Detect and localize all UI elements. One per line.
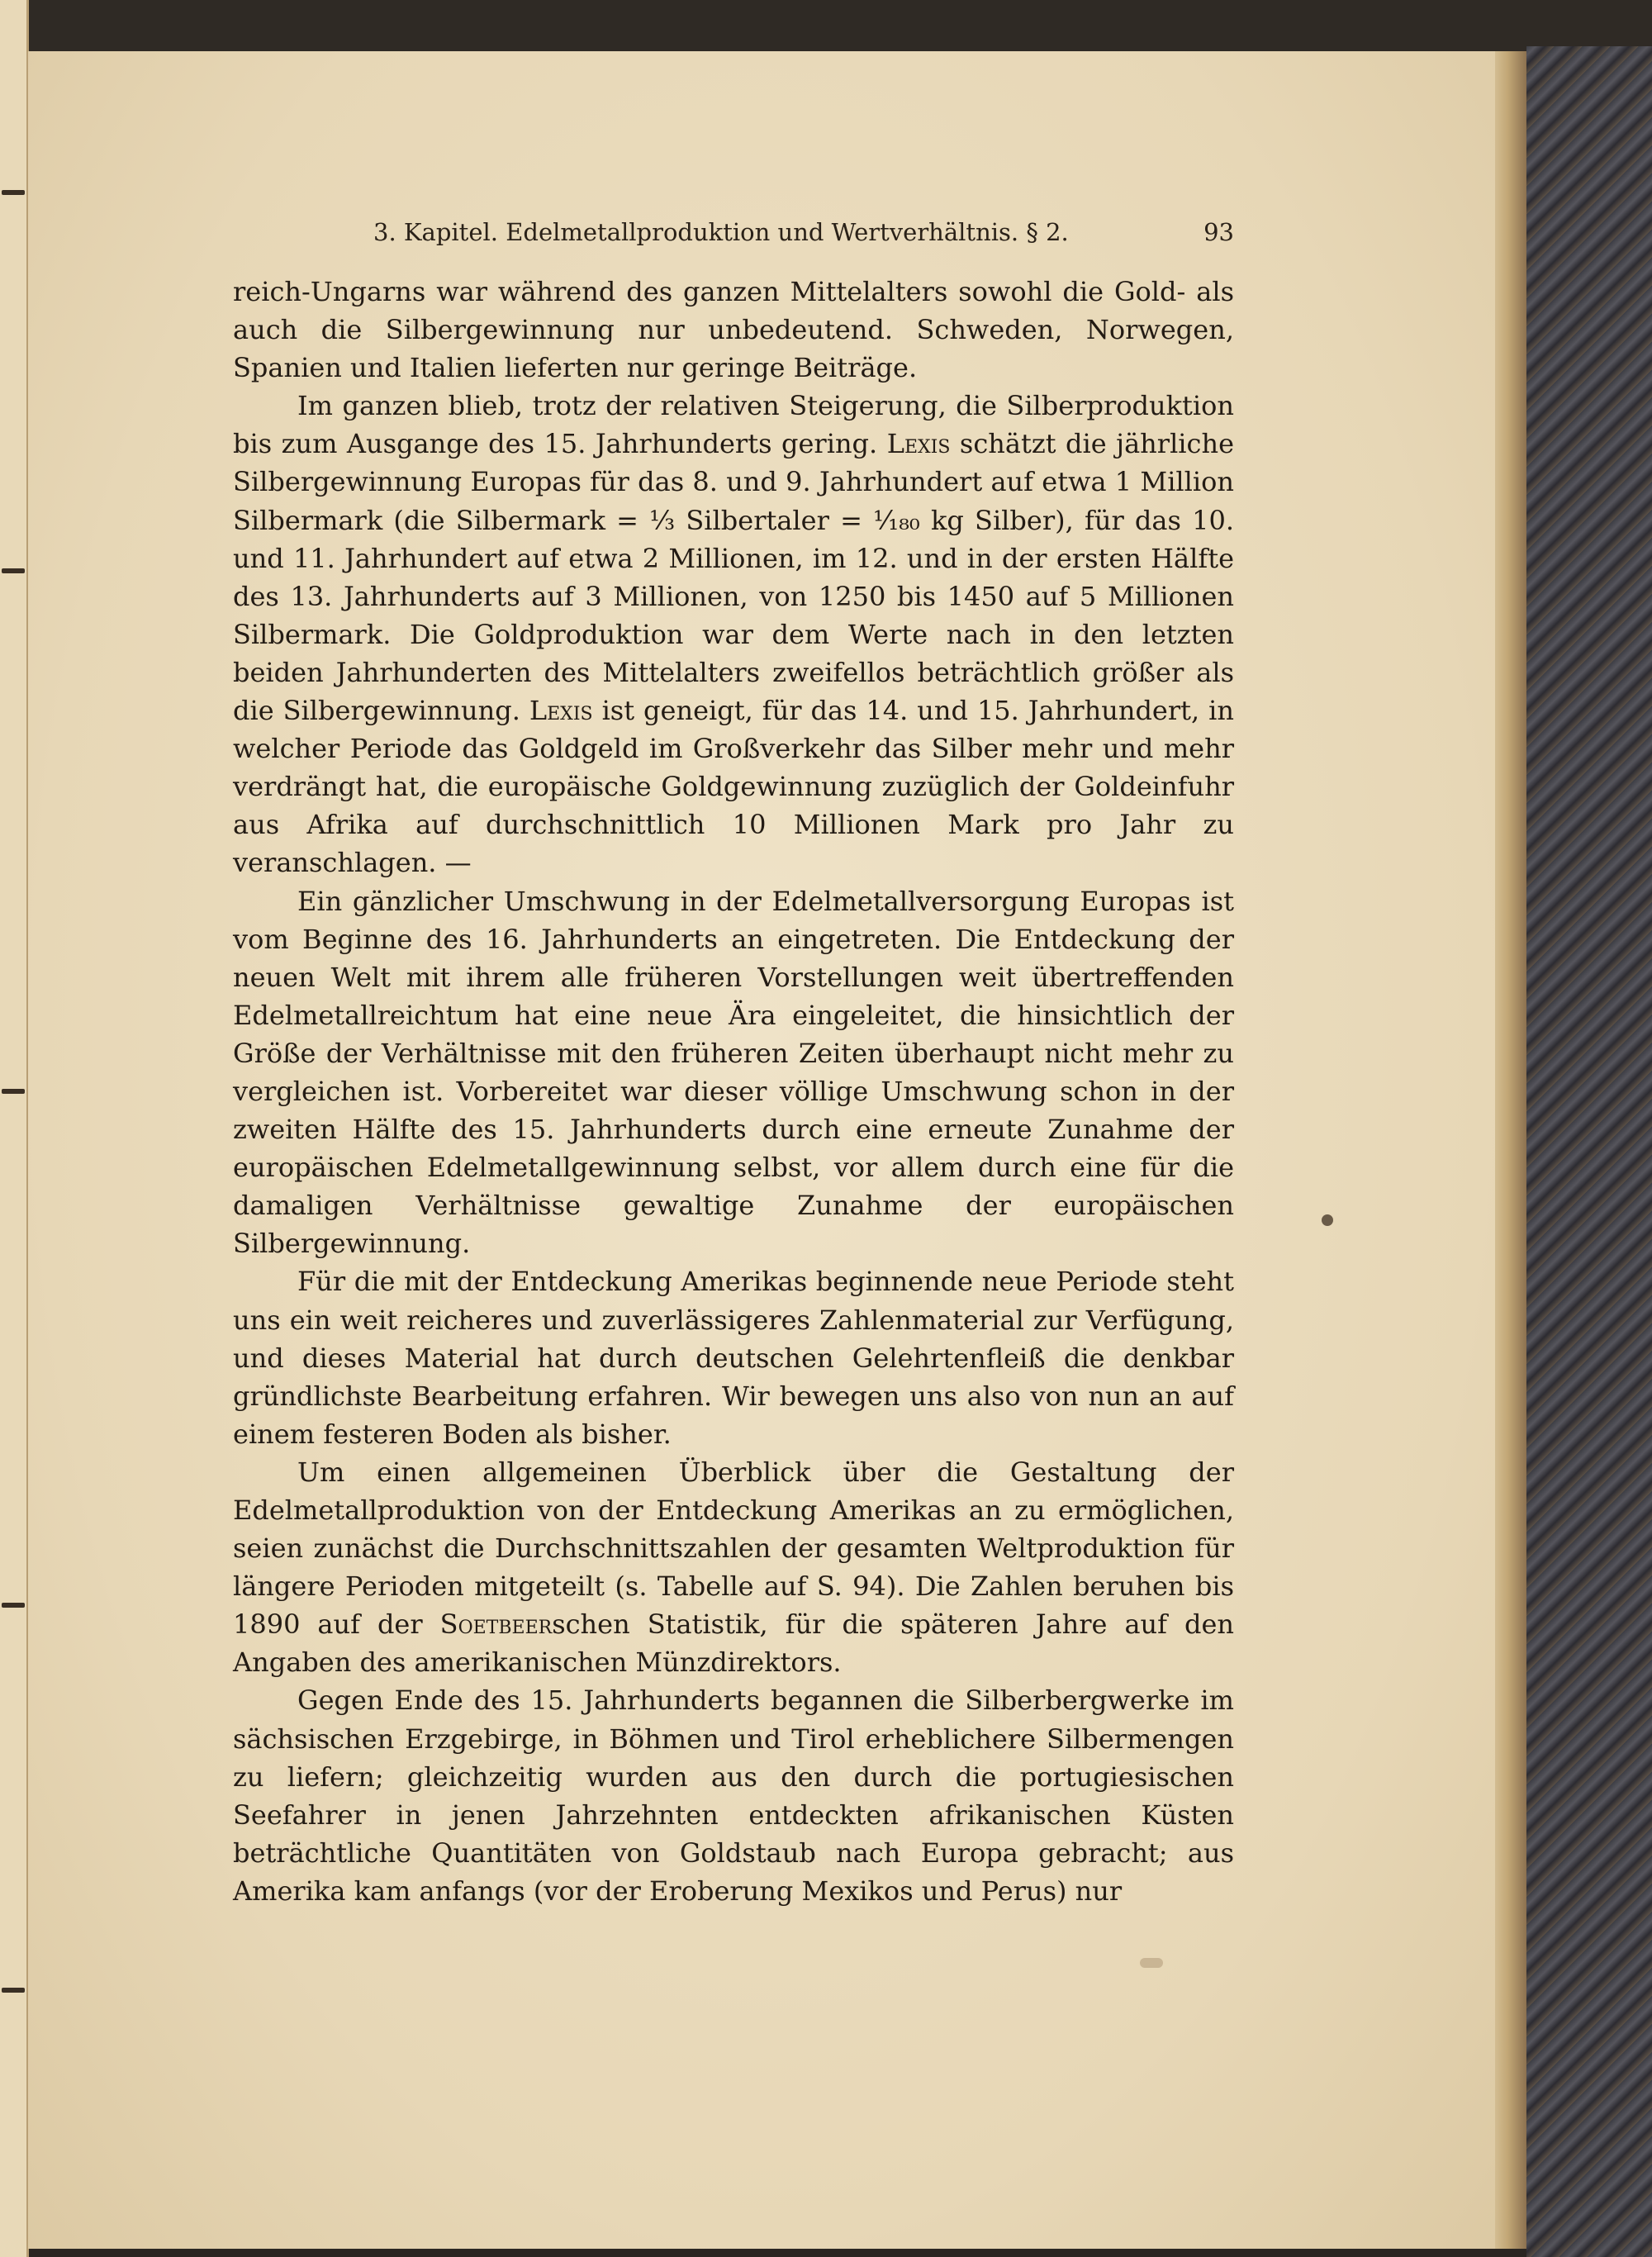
author-name-soetbeer: Soetbeer bbox=[439, 1608, 553, 1641]
text-run: ist geneigt, für das 14. und 15. Jahrhundert, in welcher Periode das Goldgeld im Großverkehr das Silber mehr und mehr verdrängt hat, die europäische Goldgewinnung zuzüglich der Goldeinfuhr aus Afrika auf durchschnittlich 10 Millionen Mark pro Jahr zu veranschlagen. — bbox=[233, 695, 1235, 879]
paragraph-5 bbox=[233, 1453, 1234, 1682]
binding-stitch bbox=[2, 568, 25, 573]
paragraph-4: Für die mit der Entdeckung Amerikas beginnende neue Periode steht uns ein weit reicheres und zuverlässigeres Zahlenmaterial zur Verfügung, und dieses Material hat durch deutschen Gelehrtenfleiß die denkbar gründlichste Bearbeitung erfahren. Wir bewegen uns also von nun an auf einem festeren Boden als bisher. bbox=[233, 1266, 1234, 1450]
binding-stitch bbox=[2, 190, 25, 195]
binding-stitch bbox=[2, 1603, 25, 1608]
binding-stitch bbox=[2, 1089, 25, 1094]
running-header bbox=[233, 211, 1234, 248]
binding-stitch bbox=[2, 1988, 25, 1993]
text-run: schätzt die jährliche Silbergewinnung Europas für das 8. und 9. Jahrhundert auf etwa 1 Million Silbermark (die Silbermark = ⅓ Silbertaler = ¹⁄₁₈₀ kg Silber), für das 10. und 11. Jahrhundert auf etwa 2 Millionen, im 12. und in der ersten Hälfte des 13. Jahrhunderts auf 3 Millionen, von 1250 bis 1450 auf 5 Millionen Silbermark. Die Goldproduktion war dem Werte nach in den letzten beiden Jahrhunderten des Mittelalters zweifellos beträchtlich größer als die Silbergewinnung. bbox=[233, 428, 1235, 727]
paper-speck bbox=[1322, 1214, 1333, 1226]
book-cover-marbled bbox=[1526, 46, 1652, 2257]
paragraph-3: Ein gänzlicher Umschwung in der Edelmetallversorgung Europas ist vom Beginne des 16. Jahrhunderts an eingetreten. Die Entdeckung der neuen Welt mit ihrem alle früheren Vorstellungen weit übertreffenden Edelmetallreichtum hat eine neue Ära eingeleitet, die hinsichtlich der Größe der Verhältnisse mit den früheren Zeiten überhaupt nicht mehr zu vergleichen ist. Vorbereitet war dieser völlige Umschwung schon in der zweiten Hälfte des 15. Jahrhunderts durch eine erneute Zunahme der europäischen Edelmetallgewinnung selbst, vor allem durch eine für die damaligen Verhältnisse gewaltige Zunahme der europäischen Silbergewinnung. bbox=[233, 885, 1234, 1260]
paper-speck bbox=[1140, 1958, 1163, 1968]
author-name-lexis: Lexis bbox=[886, 428, 951, 460]
binding-margin bbox=[0, 0, 29, 2257]
text-run: Im ganzen blieb, trotz der relativen Steigerung, die Silberproduktion bis zum Ausgange des 15. Jahrhunderts gering. bbox=[233, 390, 1234, 460]
book-top-edge bbox=[28, 0, 1652, 51]
paragraph-1: reich-Ungarns war während des ganzen Mittelalters sowohl die Gold- als auch die Silbergewinnung nur unbedeutend. Schweden, Norwegen, Spanien und Italien lieferten nur geringe Beiträge. bbox=[233, 276, 1234, 384]
paragraph-6: Gegen Ende des 15. Jahrhunderts begannen die Silberbergwerke im sächsischen Erzgebirge, in Böhmen und Tirol erheblichere Silbermengen zu liefern; gleichzeitig wurden aus den durch die portugiesischen Seefahrer in jenen Jahrzehnten entdeckten afrikanischen Küsten beträchtliche Quantitäten von Goldstaub nach Europa gebracht; aus Amerika kam anfangs (vor der Eroberung Mexikos und Perus) nur bbox=[233, 1684, 1234, 1907]
text-run: Um einen allgemeinen Überblick über die Gestaltung der Edelmetallproduktion von der Entdeckung Amerikas an zu ermöglichen, seien zunächst die Durchschnittszahlen der gesamten Weltproduktion für längere Perioden mitgeteilt (s. Tabelle auf S. 94). Die Zahlen beruhen bis 1890 auf der bbox=[233, 1456, 1234, 1641]
page-stack-edge bbox=[1495, 51, 1526, 2249]
body-text bbox=[233, 273, 1234, 1910]
paragraph-2 bbox=[233, 387, 1234, 881]
author-name-lexis: Lexis bbox=[529, 695, 593, 727]
chapter-heading: 3. Kapitel. Edelmetallproduktion und Wertverhältnis. § 2. bbox=[373, 218, 1069, 246]
page-number: 93 bbox=[1203, 218, 1234, 246]
text-run: schen Statistik, für die späteren Jahre auf den Angaben des amerikanischen Münzdirektors. bbox=[233, 1608, 1235, 1679]
